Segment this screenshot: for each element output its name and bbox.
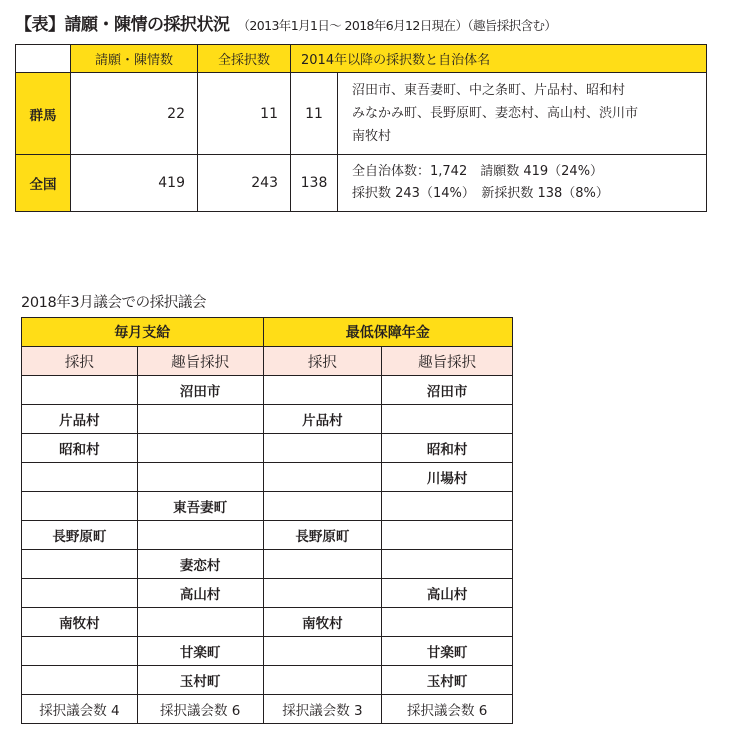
- cell: 沼田市: [382, 376, 513, 405]
- table2-group-row: [22, 318, 513, 347]
- cell: [263, 550, 382, 579]
- table-row: [22, 521, 513, 550]
- cell: [263, 492, 382, 521]
- cell: 昭和村: [22, 434, 138, 463]
- cell: 沼田市: [137, 376, 263, 405]
- table1-header-total-adopted: 全採択数: [198, 45, 291, 73]
- table-row: [22, 405, 513, 434]
- subheader-intent-adopted: 趣旨採択: [137, 347, 263, 376]
- cell: [22, 376, 138, 405]
- table1-header-corner: [16, 45, 71, 73]
- table-row: [22, 579, 513, 608]
- table-row: [22, 666, 513, 695]
- cell: [22, 463, 138, 492]
- row-label-gunma: 群馬: [16, 73, 71, 155]
- table1-header-petitions: 請願・陳情数: [71, 45, 198, 73]
- stats-line: 全自治体数：1,742 請願数 419（24%）: [352, 164, 604, 179]
- stats-line: 採択数 243（14%） 新採択数 138（8%）: [352, 186, 609, 201]
- subheader-adopted: 採択: [263, 347, 382, 376]
- cell: [263, 579, 382, 608]
- table-row: [22, 637, 513, 666]
- cell: [22, 666, 138, 695]
- cell: 甘楽町: [137, 637, 263, 666]
- table1-subtitle: （2013年1月1日～ 2018年6月12日現在）（趣旨採択含む）: [237, 18, 557, 33]
- national-stats: [338, 155, 707, 212]
- cell: 長野原町: [263, 521, 382, 550]
- cell: [263, 637, 382, 666]
- total-adopted-count: 243: [198, 155, 291, 212]
- cell: [382, 405, 513, 434]
- table-row: [22, 492, 513, 521]
- cell: 玉村町: [137, 666, 263, 695]
- table2-footer-row: [22, 695, 513, 724]
- cell: [22, 550, 138, 579]
- cell: 東吾妻町: [137, 492, 263, 521]
- cell: 甘楽町: [382, 637, 513, 666]
- cell: 片品村: [22, 405, 138, 434]
- table2-subheader-row: [22, 347, 513, 376]
- footer-count: 採択議会数 4: [22, 695, 138, 724]
- cell: [137, 608, 263, 637]
- subheader-intent-adopted: 趣旨採択: [382, 347, 513, 376]
- cell: [263, 666, 382, 695]
- table1-title-text: 【表】請願・陳情の採択状況: [15, 15, 230, 35]
- table2-title: 2018年3月議会での採択議会: [21, 295, 207, 311]
- cell: 高山村: [382, 579, 513, 608]
- table-row: [22, 550, 513, 579]
- adopted-since-2014-count: 138: [291, 155, 338, 212]
- table-row: [16, 155, 707, 212]
- municipality-line: みなかみ町、長野原町、妻恋村、高山村、渋川市: [352, 106, 639, 121]
- table1-header-since-2014: 2014年以降の採択数と自治体名: [291, 45, 707, 73]
- total-adopted-count: 11: [198, 73, 291, 155]
- cell: 玉村町: [382, 666, 513, 695]
- cell: 長野原町: [22, 521, 138, 550]
- table-row: [22, 434, 513, 463]
- cell: [22, 637, 138, 666]
- march-2018-adoption-table: [21, 317, 513, 724]
- footer-count: 採択議会数 6: [382, 695, 513, 724]
- cell: 昭和村: [382, 434, 513, 463]
- cell: [382, 608, 513, 637]
- cell: 南牧村: [22, 608, 138, 637]
- cell: [137, 463, 263, 492]
- municipality-line: 南牧村: [352, 129, 392, 144]
- subheader-adopted: 採択: [22, 347, 138, 376]
- cell: [137, 434, 263, 463]
- footer-count: 採択議会数 3: [263, 695, 382, 724]
- table-row: [22, 463, 513, 492]
- table-row: [22, 376, 513, 405]
- cell: [137, 521, 263, 550]
- petition-status-table: [15, 44, 707, 212]
- cell: [382, 521, 513, 550]
- table1-header-row: [16, 45, 707, 73]
- cell: [263, 376, 382, 405]
- municipality-line: 沼田市、東吾妻町、中之条町、片品村、昭和村: [352, 83, 626, 98]
- cell: [382, 550, 513, 579]
- cell: 片品村: [263, 405, 382, 434]
- municipality-list: [338, 73, 707, 155]
- cell: [137, 405, 263, 434]
- cell: [22, 579, 138, 608]
- table-row: [16, 73, 707, 155]
- table-row: [22, 608, 513, 637]
- group-minimum-pension: 最低保障年金: [263, 318, 512, 347]
- group-monthly-payment: 毎月支給: [22, 318, 264, 347]
- adopted-since-2014-count: 11: [291, 73, 338, 155]
- cell: 妻恋村: [137, 550, 263, 579]
- petitions-count: 419: [71, 155, 198, 212]
- cell: 南牧村: [263, 608, 382, 637]
- footer-count: 採択議会数 6: [137, 695, 263, 724]
- row-label-national: 全国: [16, 155, 71, 212]
- cell: [263, 463, 382, 492]
- cell: 高山村: [137, 579, 263, 608]
- cell: [382, 492, 513, 521]
- petitions-count: 22: [71, 73, 198, 155]
- cell: [263, 434, 382, 463]
- table1-title: [15, 10, 556, 35]
- cell: [22, 492, 138, 521]
- cell: 川場村: [382, 463, 513, 492]
